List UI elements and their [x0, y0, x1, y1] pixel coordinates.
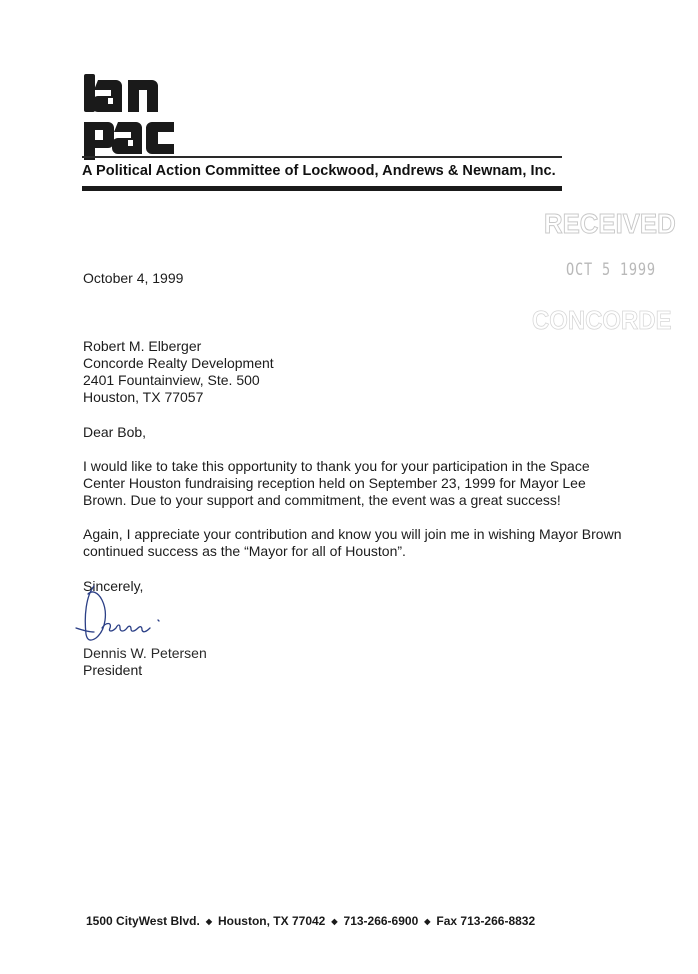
signer-title: President — [83, 662, 143, 678]
lanpac-logo — [82, 72, 176, 162]
paragraph-appreciation — [83, 526, 622, 560]
received-stamp-company: CONCORDE — [532, 305, 672, 335]
closing: Sincerely, — [83, 578, 144, 594]
recipient-city: Houston, TX 77057 — [83, 389, 204, 405]
letterhead-tagline: A Political Action Committee of Lockwood, Andrews & Newnam, Inc. — [82, 163, 556, 179]
paragraph-line: Again, I appreciate your contribution and know you will join me in wishing Mayor Brown — [83, 526, 622, 542]
diamond-separator-icon: ◆ — [424, 917, 431, 926]
signer-name: Dennis W. Petersen — [83, 645, 207, 661]
recipient-address — [83, 338, 274, 406]
footer-address: 1500 CityWest Blvd. — [86, 914, 200, 928]
paragraph-line: Center Houston fundraising reception held on September 23, 1999 for Mayor Lee — [83, 475, 586, 491]
paragraph-thanks — [83, 458, 590, 509]
footer-fax: Fax 713-266-8832 — [436, 914, 536, 928]
letter-date: October 4, 1999 — [83, 270, 184, 286]
received-stamp: RECEIVED — [544, 208, 676, 239]
recipient-street: 2401 Fountainview, Ste. 500 — [83, 372, 260, 388]
received-stamp-date: OCT 5 1999 — [566, 260, 656, 280]
salutation: Dear Bob, — [83, 424, 147, 440]
letterhead-rule-thin — [82, 156, 562, 158]
handwritten-signature — [72, 582, 182, 648]
paragraph-line: I would like to take this opportunity to thank you for your participation in the Space — [83, 458, 590, 474]
footer-contact — [86, 914, 535, 928]
recipient-name: Robert M. Elberger — [83, 338, 202, 354]
recipient-company: Concorde Realty Development — [83, 355, 274, 371]
diamond-separator-icon: ◆ — [331, 917, 338, 926]
letterhead-rule-thick — [82, 186, 562, 191]
footer-phone: 713-266-6900 — [343, 914, 419, 928]
paragraph-line: Brown. Due to your support and commitment, the event was a great success! — [83, 492, 561, 508]
footer-city: Houston, TX 77042 — [217, 914, 326, 928]
paragraph-line: continued success as the “Mayor for all of Houston”. — [83, 543, 406, 559]
diamond-separator-icon: ◆ — [205, 917, 212, 926]
